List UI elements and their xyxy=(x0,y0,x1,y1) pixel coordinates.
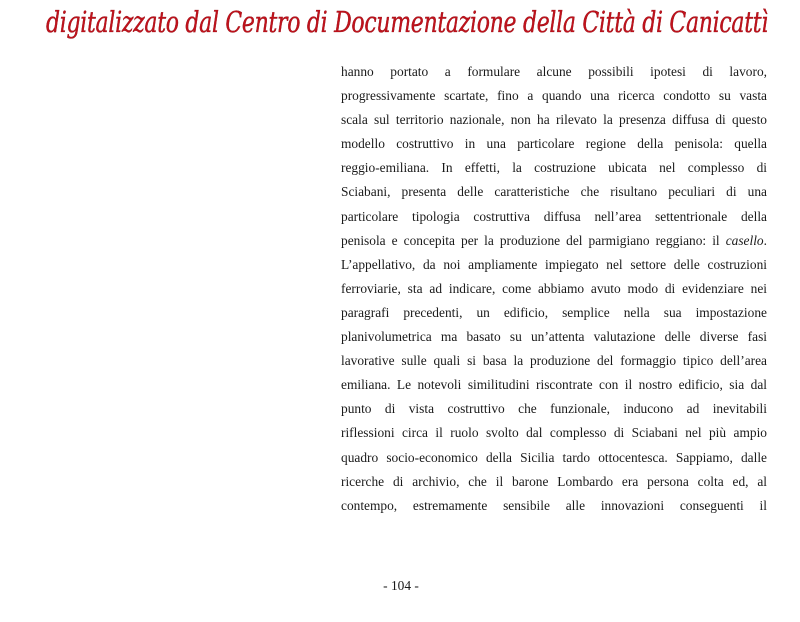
text-line-10: ferroviarie, sta ad indicare, come abbiamo avuto modo di evidenziare nei xyxy=(341,280,767,296)
text-line-6: Sciabani, presenta delle caratteristiche che risultano peculiari di una xyxy=(341,184,767,200)
page-number: - 104 - xyxy=(383,578,419,593)
watermark-banner xyxy=(0,0,800,44)
text-line-13: lavorative sulle quali si basa la produzione del formaggio tipico dell’area xyxy=(341,353,767,369)
text-line-1: hanno portato a formulare alcune possibili ipotesi di lavoro, xyxy=(341,64,767,79)
text-line-2: progressivamente scartate, fino a quando una ricerca condotto su vasta xyxy=(341,88,767,104)
text-line-7: particolare tipologia costruttiva diffusa nell’area settentrionale della xyxy=(341,208,767,224)
text-line-8 xyxy=(341,229,767,253)
text-line-8-main: penisola e concepita per la produzione del parmigiano reggiano: il xyxy=(341,232,720,248)
watermark-text: digitalizzato dal Centro di Documentazione della Città di Canicattì xyxy=(46,5,769,39)
italic-term: casello xyxy=(725,232,764,248)
text-line-3: scala sul territorio nazionale, non ha rilevato la presenza diffusa di questo xyxy=(341,112,767,128)
italic-term-suffix: . xyxy=(763,232,767,248)
text-line-9: L’appellativo, da noi ampliamente impiegato nel settore delle costruzioni xyxy=(341,256,767,272)
text-line-5: reggio-emiliana. In effetti, la costruzione ubicata nel complesso di xyxy=(341,160,767,176)
text-line-11: paragrafi precedenti, un edificio, semplice nella sua impostazione xyxy=(341,304,767,320)
text-line-18: ricerche di archivio, che il barone Lombardo era persona colta ed, al xyxy=(341,473,767,489)
text-line-4: modello costruttivo in una particolare regione della penisola: quella xyxy=(341,136,767,152)
text-line-19: contempo, estremamente sensibile alle innovazioni conseguenti il xyxy=(341,497,767,513)
text-line-12: planivolumetrica ma basato su un’attenta valutazione delle diverse fasi xyxy=(341,329,767,345)
text-line-14: emiliana. Le notevoli similitudini riscontrate con il nostro edificio, sia dal xyxy=(341,377,767,393)
watermark-svg xyxy=(0,0,800,44)
body-paragraph xyxy=(341,60,767,518)
text-line-17: quadro socio-economico della Sicilia tardo ottocentesca. Sappiamo, dalle xyxy=(341,449,767,465)
text-line-16: riflessioni circa il ruolo svolto dal complesso di Sciabani nel più ampio xyxy=(341,425,767,441)
text-line-15: punto di vista costruttivo che funzionale, inducono ad inevitabili xyxy=(341,401,767,417)
